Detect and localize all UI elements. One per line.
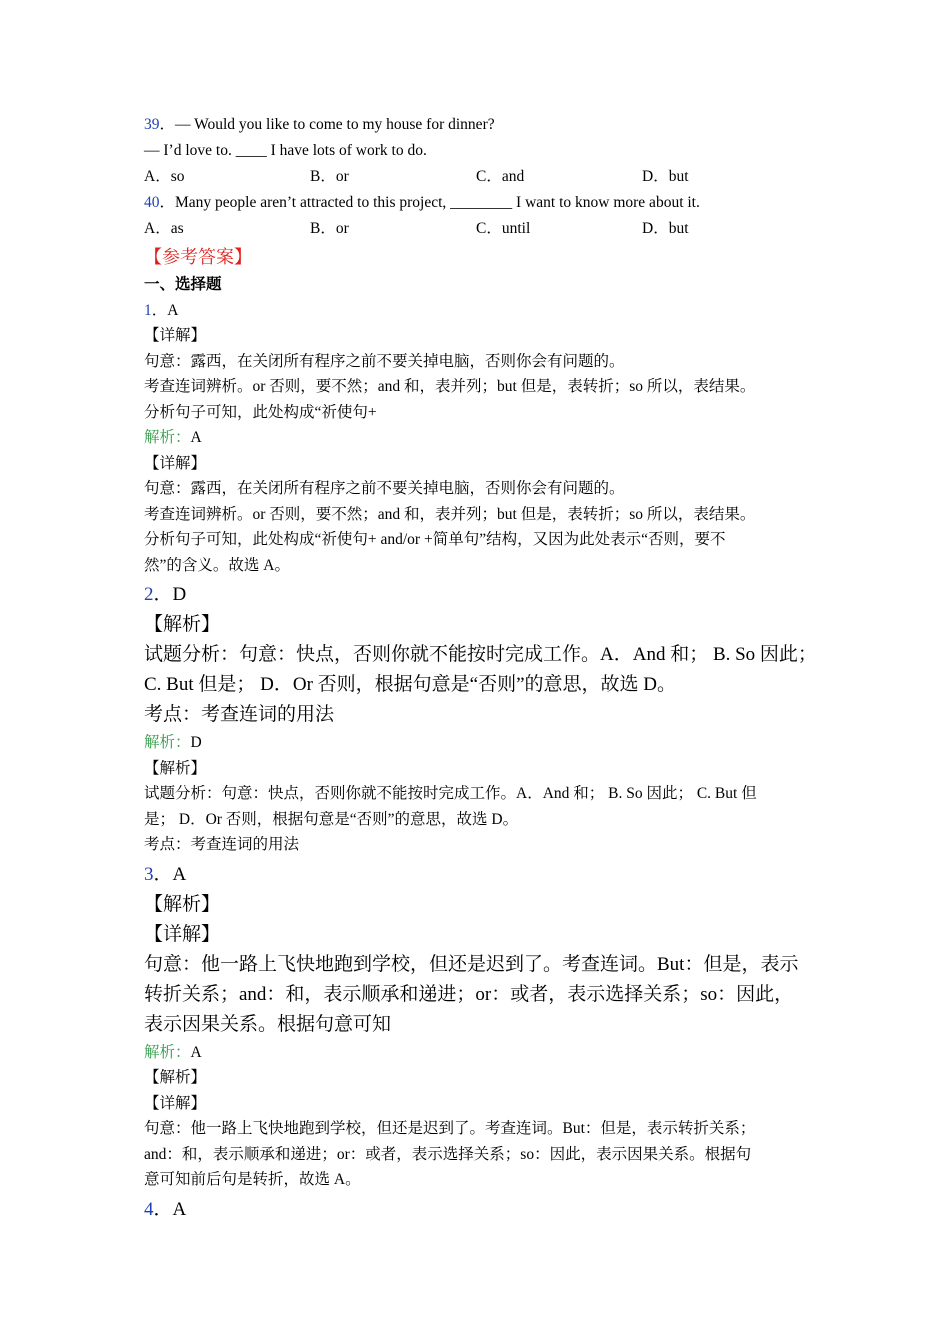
analysis-label: 【解析】 xyxy=(144,1069,207,1086)
document-page xyxy=(144,112,824,1225)
answer-number: 1 xyxy=(144,302,152,319)
paragraph: 句意：露西，在关闭所有程序之前不要关掉电脑，否则你会有问题的。 xyxy=(144,352,625,370)
answer-3-head xyxy=(144,860,824,890)
analysis-value: D xyxy=(190,734,202,751)
answer-number: 4 xyxy=(144,1198,154,1220)
paragraph: 句意：露西，在关闭所有程序之前不要关掉电脑，否则你会有问题的。 xyxy=(144,480,625,497)
analysis-line xyxy=(144,1040,824,1066)
answer-2-head xyxy=(144,580,824,610)
paragraph: 试题分析：句意：快点，否则你就不能按时完成工作。A．And 和； B. So 因此； C. But 但 xyxy=(144,785,757,802)
paragraph: 然”的含义。故选 A。 xyxy=(144,556,290,574)
paragraph: C. But 但是； D．Or 否则，根据句意是“否则”的意思，故选 D。 xyxy=(144,674,676,695)
paragraph: 考查连词辨析。or 否则，要不然；and 和，表并列；but 但是，表转折；so 所以，表结果。 xyxy=(144,505,756,523)
option-d: D．but xyxy=(642,220,689,237)
detail-label: 【详解】 xyxy=(144,1094,207,1112)
option-c: C．until xyxy=(476,220,531,237)
answer-4-head xyxy=(144,1195,824,1225)
question-39-options xyxy=(144,164,824,190)
analysis-label: 解析： xyxy=(144,1043,191,1061)
question-39-stem xyxy=(144,112,824,138)
paragraph: 试题分析：句意：快点，否则你就不能按时完成工作。A．And 和； B. So 因此； xyxy=(144,644,817,665)
detail-label: 【详解】 xyxy=(144,454,207,472)
question-text: ．— Would you like to come to my house for dinner? xyxy=(159,116,495,133)
paragraph: 分析句子可知，此处构成“祈使句+ and/or +简单句”结构，又因为此处表示“否则，要不 xyxy=(144,531,726,548)
paragraph: 考查连词辨析。or 否则，要不然；and 和，表并列；but 但是，表转折；so 所以，表结果。 xyxy=(144,378,756,395)
paragraph: 分析句子可知，此处构成“祈使句+ xyxy=(144,403,377,421)
answer-header: 【参考答案】 xyxy=(144,247,252,267)
option-a: A．as xyxy=(144,220,184,237)
analysis-label: 【解析】 xyxy=(144,614,221,635)
paragraph: 是； D．Or 否则，根据句意是“否则”的意思，故选 D。 xyxy=(144,810,519,828)
paragraph: 意可知前后句是转折，故选 A。 xyxy=(144,1171,361,1188)
analysis-label: 【解析】 xyxy=(144,893,221,915)
analysis-label: 解析： xyxy=(144,734,191,751)
answer-1-head xyxy=(144,298,824,323)
answer-value: ．D xyxy=(153,584,187,605)
answer-number: 2 xyxy=(144,584,154,605)
analysis-value: A xyxy=(190,1043,202,1061)
paragraph: 考点：考查连词的用法 xyxy=(144,836,300,853)
question-40-options xyxy=(144,216,824,242)
detail-label: 【详解】 xyxy=(144,327,207,344)
section-title: 一、选择题 xyxy=(144,276,222,293)
option-b: B．or xyxy=(310,168,349,185)
paragraph: 句意：他一路上飞快地跑到学校，但还是迟到了。考查连词。But：但是，表示 xyxy=(144,953,799,975)
analysis-line xyxy=(144,425,824,451)
option-a: A．so xyxy=(144,168,185,185)
question-39-line2: — I’d love to. ____ I have lots of work to do. xyxy=(144,142,427,159)
detail-label: 【详解】 xyxy=(144,923,221,945)
question-40-stem xyxy=(144,190,824,216)
answer-value: ．A xyxy=(151,302,179,319)
question-number: 40 xyxy=(144,194,160,211)
answer-value: ．A xyxy=(153,1198,187,1220)
question-number: 39 xyxy=(144,116,160,133)
option-b: B．or xyxy=(310,220,349,237)
analysis-label: 【解析】 xyxy=(144,759,207,777)
answer-value: ．A xyxy=(153,863,187,885)
paragraph: 句意：他一路上飞快地跑到学校，但还是迟到了。考查连词。But：但是，表示转折关系； xyxy=(144,1120,756,1137)
option-d: D．but xyxy=(642,168,689,185)
paragraph: 表示因果关系。根据句意可知 xyxy=(144,1013,392,1035)
paragraph: 考点：考查连词的用法 xyxy=(144,704,335,725)
analysis-value: A xyxy=(190,429,202,446)
paragraph: and：和，表示顺承和递进；or：或者，表示选择关系；so：因此，表示因果关系。根据句 xyxy=(144,1145,752,1163)
option-c: C．and xyxy=(476,168,525,185)
analysis-line xyxy=(144,730,824,756)
question-text: ．Many people aren’t attracted to this project, ________ I want to know more about it. xyxy=(159,194,700,211)
answer-number: 3 xyxy=(144,863,154,885)
analysis-label: 解析： xyxy=(144,429,191,446)
paragraph: 转折关系；and：和，表示顺承和递进；or：或者，表示选择关系；so：因此， xyxy=(144,983,794,1005)
